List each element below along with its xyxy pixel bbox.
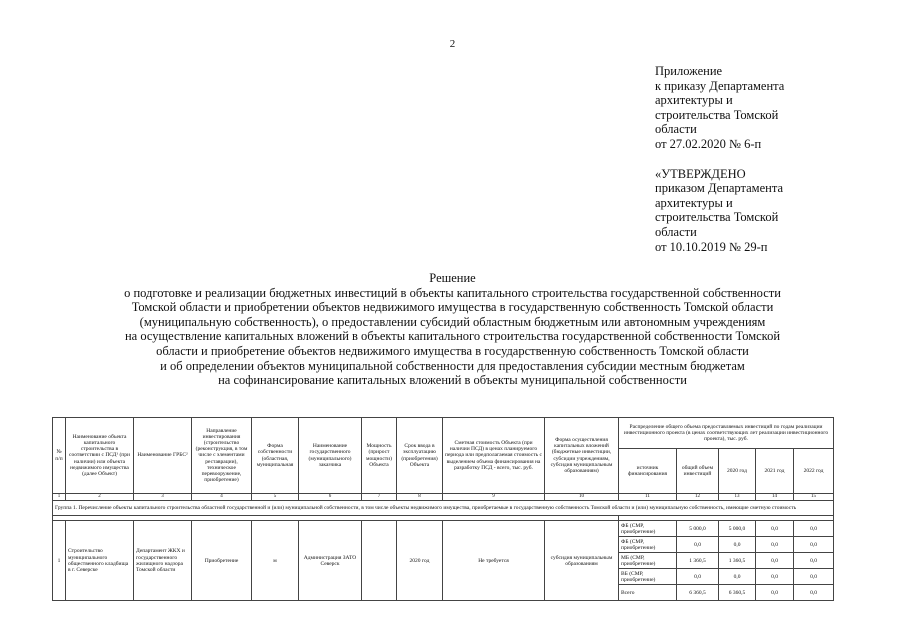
approved-line: от 10.10.2019 № 29-п	[655, 239, 768, 254]
decision-title-line: (муниципальную собственность), о предоставлении субсидий областным бюджетным или автономным учреждениям	[139, 314, 766, 329]
header-term: Срок ввода в эксплуатацию (приобретения) Объекта	[397, 418, 443, 494]
header-year-2022: 2022 год	[794, 449, 834, 494]
decision-title-line: о подготовке и реализации бюджетных инвестиций в объекты капитального строительства государственной собственности	[124, 285, 781, 300]
column-number: 11	[619, 494, 677, 501]
decision-title-line: Томской области и приобретении объектов недвижимого имущества в государственную собственность Томской области	[131, 300, 774, 315]
ownership-value: м	[252, 521, 299, 601]
header-year-2021: 2021 год	[756, 449, 794, 494]
year-2021-cell: 0,0	[756, 537, 794, 553]
column-number: 10	[545, 494, 619, 501]
source-cell: ВБ (СМР, приобретение)	[619, 569, 677, 585]
term-value: 2020 год	[397, 521, 443, 601]
column-number: 6	[299, 494, 362, 501]
column-number: 7	[362, 494, 397, 501]
source-cell: МБ (СМР, приобретение)	[619, 553, 677, 569]
header-number: № п/п	[53, 418, 66, 494]
decision-title-line: области и приобретение объектов недвижимого имущества в государственную собственность Томской области	[156, 343, 749, 358]
header-distribution: Распределение общего объема предоставляемых инвестиций по годам реализации инвестиционного проекта (в ценах соответствующих лет реализации инвестиционного проекта), тыс. руб.	[619, 418, 834, 449]
decision-title-line: на осуществление капитальных вложений в объекты капитального строительства государственной собственности Томской	[124, 329, 781, 344]
object-name: Строительство муниципального общественного кладбища в г. Северске	[66, 521, 134, 601]
approved-line: архитектуры и	[655, 195, 733, 210]
column-number: 3	[134, 494, 192, 501]
header-total: общий объем инвестиций	[677, 449, 719, 494]
column-number: 15	[794, 494, 834, 501]
form-value: субсидия муниципальным образованиям	[545, 521, 619, 601]
column-number: 9	[443, 494, 545, 501]
year-2022-cell: 0,0	[794, 585, 834, 601]
year-2021-cell: 0,0	[756, 521, 794, 537]
page-number: 2	[449, 38, 456, 50]
header-source: источник финансирования	[619, 449, 677, 494]
header-ownership: Форма собственности (областная, муниципальная	[252, 418, 299, 494]
total-cell: 0,0	[677, 537, 719, 553]
year-2020-cell: 1 360,5	[719, 553, 756, 569]
column-number: 14	[756, 494, 794, 501]
year-2020-cell: 6 360,5	[719, 585, 756, 601]
header-object: Наименование объекта капитального строительства в соответствии с ПСД¹ (при наличии) или объекта недвижимого имущества (далее Объект)	[66, 418, 134, 494]
header-grbs: Наименование ГРБС²	[134, 418, 192, 494]
cost-value: Не требуется	[443, 521, 545, 601]
year-2021-cell: 0,0	[756, 569, 794, 585]
appendix-line: строительства Томской	[655, 107, 779, 122]
total-cell: 5 000,0	[677, 521, 719, 537]
investment-table	[52, 417, 834, 601]
year-2022-cell: 0,0	[794, 521, 834, 537]
year-2022-cell: 0,0	[794, 553, 834, 569]
year-2021-cell: 0,0	[756, 585, 794, 601]
group-row: Группа 1. Перечисление объекты капитального строительства областной государственной и (или) муниципальной собственности, в том числе объекты недвижимого имущества, приобретаемые в государственную собственность Томской области и (или) муниципальную собственность, имеющие сметную стоимость	[53, 501, 834, 516]
appendix-line: архитектуры и	[655, 93, 733, 108]
appendix-line: от 27.02.2020 № 6-п	[655, 136, 762, 151]
source-cell: ФБ (СМР, приобретение)	[619, 537, 677, 553]
decision-title-line: на софинансирование капитальных вложений в объекты муниципальной собственности	[218, 373, 687, 388]
column-number: 2	[66, 494, 134, 501]
approved-block	[655, 167, 865, 255]
header-capacity: Мощность (прирост мощности) Объекта	[362, 418, 397, 494]
appendix-block	[655, 64, 865, 152]
approved-line: строительства Томской	[655, 210, 779, 225]
customer-value: Администрация ЗАТО Северск	[299, 521, 362, 601]
approved-line: приказом Департамента	[655, 181, 783, 196]
decision-title	[0, 271, 905, 388]
approval-stamp	[655, 64, 865, 254]
header-year-2020: 2020 год	[719, 449, 756, 494]
column-number: 8	[397, 494, 443, 501]
appendix-line: Приложение	[655, 64, 723, 78]
appendix-line: к приказу Департамента	[655, 78, 785, 93]
column-number: 13	[719, 494, 756, 501]
source-cell: ФБ (СМР, приобретение)	[619, 521, 677, 537]
total-cell: 0,0	[677, 569, 719, 585]
year-2020-cell: 5 000,0	[719, 521, 756, 537]
year-2021-cell: 0,0	[756, 553, 794, 569]
direction-value: Приобретение	[192, 521, 252, 601]
total-cell: 6 360,5	[677, 585, 719, 601]
year-2020-cell: 0,0	[719, 537, 756, 553]
header-direction: Направление инвестирования (строительство (реконструкция, в том числе с элементами реставрации), техническое перевооружение, приобретение)	[192, 418, 252, 494]
source-cell-total: Всего	[619, 585, 677, 601]
header-cost: Сметная стоимость Объекта (при наличии ПСД) в ценах планируемого периода или предполагаемая стоимость с выделением объема финансирования на разработку ПСД - всего, тыс. руб.	[443, 418, 545, 494]
year-2022-cell: 0,0	[794, 569, 834, 585]
total-cell: 1 360,5	[677, 553, 719, 569]
row-number: 1	[53, 521, 66, 601]
approved-line: «УТВЕРЖДЕНО	[655, 166, 746, 181]
column-number: 1	[53, 494, 66, 501]
decision-heading: Решение	[429, 271, 476, 285]
column-number: 5	[252, 494, 299, 501]
year-2022-cell: 0,0	[794, 537, 834, 553]
header-form: Форма осуществления капитальных вложений (бюджетные инвестиции, субсидии учреждениям, субсидия муниципальным образованиям)	[545, 418, 619, 494]
year-2020-cell: 0,0	[719, 569, 756, 585]
appendix-line: области	[655, 122, 697, 137]
approved-line: области	[655, 224, 697, 239]
header-customer: Наименование государственного (муниципального) заказчика	[299, 418, 362, 494]
decision-title-line: и об определении объектов муниципальной собственности для предоставления субсидии местным бюджетам	[160, 358, 745, 373]
column-number: 12	[677, 494, 719, 501]
grbs-name: Департамент ЖКХ и государственного жилищного надзора Томской области	[134, 521, 192, 601]
column-number: 4	[192, 494, 252, 501]
capacity-value	[362, 521, 397, 601]
